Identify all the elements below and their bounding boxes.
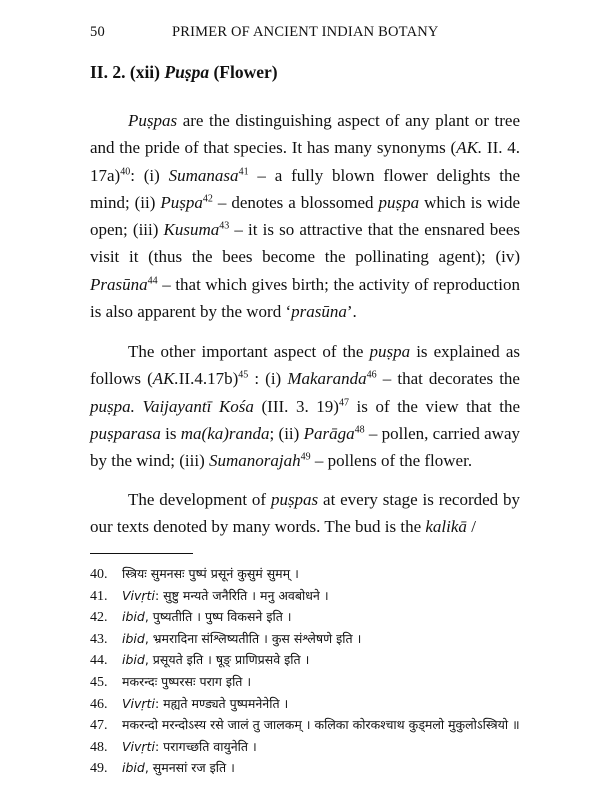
text-run: ’.	[346, 302, 357, 322]
italic-term: Makaranda	[287, 369, 367, 389]
section-term: Puṣpa	[164, 62, 210, 82]
text-run: ; (ii)	[269, 423, 304, 443]
text-run: – it is so attractive that the ensnared bees visit it (thus the bees become the pollinating agent); (iv)	[90, 220, 520, 267]
section-gloss: (Flower)	[213, 62, 278, 82]
footnote-text	[122, 566, 299, 581]
footnote-text	[122, 696, 288, 711]
footnote-item	[90, 606, 530, 628]
section-heading	[90, 62, 278, 83]
text-run: , सुमनसां रज इति ।	[144, 760, 235, 776]
footnote-separator-rule	[90, 553, 193, 554]
footnote-list	[90, 563, 530, 779]
text-run: /	[466, 517, 476, 537]
footnote-item	[90, 757, 530, 779]
text-run: at every stage is recorded by our texts denoted by many words. The bud is the	[90, 490, 520, 537]
footnote-text	[122, 588, 329, 603]
text-run: is explained as follows (	[90, 342, 520, 389]
text-run: – that decorates the	[376, 369, 520, 389]
paragraph-text	[90, 486, 520, 541]
footnote-ref: 48	[354, 424, 365, 436]
text-run: (III. 3. 19)	[253, 396, 339, 416]
footnote-item	[90, 693, 530, 715]
footnote-item	[90, 671, 530, 693]
italic-term: Prasūna	[90, 274, 148, 294]
footnote-item	[90, 585, 530, 607]
text-run: – a fully blown flower delights the mind; (ii)	[90, 165, 520, 212]
text-run: The other important aspect of the	[128, 342, 370, 361]
italic-term: ibid	[122, 652, 145, 668]
footnote-number: 42.	[90, 610, 108, 626]
footnote-text	[122, 760, 235, 775]
footnote-number: 44.	[90, 653, 108, 669]
italic-term: ibid	[122, 609, 145, 625]
text-run: II.4.17b)	[178, 369, 239, 389]
footnote-text	[122, 609, 292, 624]
italic-term: puṣparasa	[90, 423, 161, 443]
text-run: मकरन्दः पुष्परसः पराग इति ।	[122, 673, 252, 689]
footnote-number: 47.	[90, 718, 108, 734]
footnote-ref: 47	[338, 396, 349, 408]
footnote-number: 43.	[90, 631, 108, 647]
text-run: मकरन्दो मरन्दोऽस्य रसे जालं तु जालकम् । कलिका कोरकश्चाथ कुड्मलो मुकुलोऽस्त्रियो ॥	[122, 717, 520, 733]
italic-term: puṣpas	[270, 490, 319, 509]
text-run: : (i)	[248, 369, 288, 389]
footnote-text	[122, 652, 309, 667]
text-run: are the distinguishing aspect of any plant or tree and the pride of that species. It has many synonyms (	[90, 111, 520, 158]
footnote-ref: 44	[147, 275, 158, 287]
footnote-ref: 41	[238, 165, 249, 177]
italic-term: Vivṛti	[122, 695, 155, 711]
text-run: : सुष्टु मन्यते जनैरिति । मनु अवबोधने ।	[154, 587, 329, 603]
footnote-item	[90, 563, 530, 585]
italic-term: AK.	[152, 369, 179, 389]
footnote-ref: 42	[202, 193, 213, 205]
text-run: – that which gives birth; the activity of reproduction is also apparent by the word ‘	[90, 274, 520, 322]
running-header	[90, 24, 530, 46]
italic-term: Parāga	[303, 423, 355, 443]
running-title: PRIMER OF ANCIENT INDIAN BOTANY	[172, 24, 439, 40]
paragraph-text	[90, 338, 520, 474]
footnote-text	[122, 717, 520, 732]
body-paragraph-1	[90, 107, 520, 325]
footnote-item	[90, 736, 530, 758]
text-run: , प्रसूयते इति । षूङ् प्राणिप्रसवे इति ।	[144, 652, 310, 668]
footnote-number: 41.	[90, 588, 108, 604]
footnote-ref: 46	[366, 369, 377, 381]
footnote-item	[90, 628, 530, 650]
text-run: , पुष्यतीति । पुष्प विकसने इति ।	[144, 609, 292, 625]
section-number: II. 2. (xii)	[90, 62, 160, 82]
text-run: : (i)	[130, 165, 169, 185]
text-run: The development of	[128, 490, 271, 509]
footnote-number: 46.	[90, 696, 108, 712]
italic-term: puṣpa. Vaijayantī Kośa	[90, 396, 254, 416]
footnote-text	[122, 674, 251, 689]
footnote-text	[122, 739, 257, 754]
text-run: – pollen, carried away by the wind; (iii)	[90, 423, 521, 471]
italic-term: ibid	[122, 760, 145, 776]
italic-term: Sumanasa	[168, 165, 239, 185]
text-run: II. 4. 17a)	[90, 138, 520, 185]
text-run: : परागच्छति वायुनेति ।	[154, 738, 257, 754]
text-run: : मह्यते मण्ड्यते पुष्पमनेनेति ।	[154, 695, 289, 711]
footnote-ref: 40	[120, 165, 131, 177]
footnote-text	[122, 631, 361, 646]
text-run: स्त्रियः सुमनसः पुष्पं प्रसूनं कुसुमं सुमम् ।	[122, 566, 299, 581]
text-run: is of the view that the	[348, 396, 521, 416]
text-run: – denotes a blossomed	[212, 192, 379, 212]
footnote-item	[90, 649, 530, 671]
italic-term: Kusuma	[163, 220, 220, 240]
italic-term: Puṣpa	[160, 192, 203, 212]
text-run: – pollens of the flower.	[310, 451, 473, 471]
page-number: 50	[90, 24, 105, 40]
italic-term: Vivṛti	[122, 738, 155, 754]
italic-term: prasūna	[291, 302, 347, 322]
body-paragraph-2	[90, 338, 520, 474]
footnote-number: 45.	[90, 674, 108, 690]
footnote-item	[90, 714, 530, 736]
footnote-number: 40.	[90, 567, 108, 582]
italic-term: Sumanorajah	[208, 451, 301, 471]
italic-term: AK.	[456, 138, 483, 158]
footnote-number: 49.	[90, 761, 108, 777]
text-run: , भ्रमरादिना संश्लिष्यतीति । कुस संश्लेषणे इति ।	[144, 630, 362, 646]
text-run: is	[160, 423, 181, 443]
italic-term: kalikā	[425, 517, 467, 537]
paragraph-text	[90, 107, 520, 325]
footnote-ref: 49	[300, 451, 311, 463]
italic-term: Puṣpas	[128, 111, 178, 130]
footnote-number: 48.	[90, 739, 108, 755]
body-paragraph-3	[90, 486, 520, 541]
text-run: which is wide open; (iii)	[90, 192, 520, 240]
italic-term: puṣpa	[378, 192, 420, 212]
italic-term: ma(ka)randa	[180, 423, 270, 443]
italic-term: Vivṛti	[122, 587, 155, 603]
italic-term: puṣpa	[369, 342, 411, 361]
footnote-ref: 45	[238, 369, 249, 381]
footnote-ref: 43	[219, 220, 230, 232]
italic-term: ibid	[122, 630, 145, 646]
